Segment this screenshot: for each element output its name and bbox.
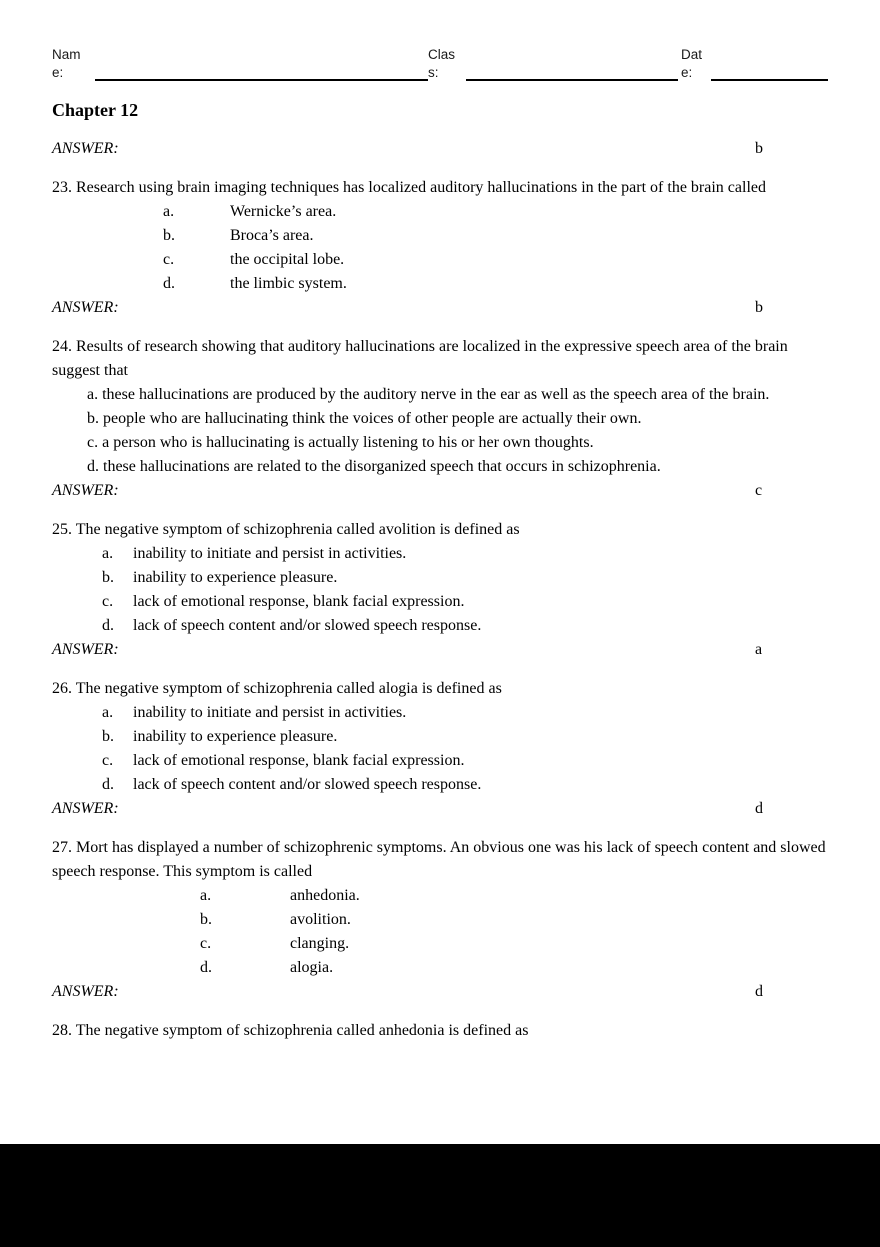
name-blank-line xyxy=(95,79,428,81)
answer-option xyxy=(52,614,828,638)
question-stem: 23. Research using brain imaging techniques has localized auditory hallucinations in the part of the brain called xyxy=(52,179,766,196)
question-block xyxy=(52,335,828,503)
question-number: 26. xyxy=(52,680,72,697)
option-letter: b. xyxy=(87,410,99,427)
answer-letter: b xyxy=(755,140,763,157)
answer-option xyxy=(52,749,828,773)
class-blank-line xyxy=(466,79,678,81)
date-label: Date: xyxy=(681,47,703,80)
option-letter: c. xyxy=(87,434,99,451)
option-text: inability to initiate and persist in activities. xyxy=(133,704,407,721)
option-text: these hallucinations are produced by the auditory nerve in the ear as well as the speech area of the brain. xyxy=(102,386,770,403)
option-letter: b. xyxy=(102,569,114,586)
answer-label: ANSWER: xyxy=(52,140,119,157)
answer-option xyxy=(52,908,828,932)
questions-container xyxy=(52,176,828,1043)
option-letter: a. xyxy=(163,203,175,220)
option-text: clanging. xyxy=(290,935,350,952)
question-block xyxy=(52,677,828,821)
option-text: lack of speech content and/or slowed speech response. xyxy=(133,617,482,634)
answer-option xyxy=(52,725,828,749)
option-letter: a. xyxy=(200,887,212,904)
answer-line xyxy=(52,137,828,161)
options-list xyxy=(52,542,828,638)
date-blank-line xyxy=(711,79,828,81)
option-text: these hallucinations are related to the disorganized speech that occurs in schizophrenia. xyxy=(103,458,661,475)
question-block xyxy=(52,1019,828,1043)
answer-letter: d xyxy=(755,983,763,1000)
question-stem: 28. The negative symptom of schizophrenia called anhedonia is defined as xyxy=(52,1022,529,1039)
question-stem: 24. Results of research showing that auditory hallucinations are localized in the expressive speech area of the brain suggest that xyxy=(52,338,788,379)
answer-option xyxy=(52,566,828,590)
answer-option xyxy=(52,542,828,566)
question-block xyxy=(52,518,828,662)
option-text: avolition. xyxy=(290,911,351,928)
option-letter: a. xyxy=(102,704,114,721)
option-text: inability to experience pleasure. xyxy=(133,728,338,745)
option-letter: c. xyxy=(200,935,212,952)
answer-label: ANSWER: xyxy=(52,482,119,499)
answer-option xyxy=(52,383,828,407)
option-text: lack of emotional response, blank facial expression. xyxy=(133,593,465,610)
answer-line xyxy=(52,296,828,320)
answer-option xyxy=(52,884,828,908)
option-text: Wernicke’s area. xyxy=(230,203,337,220)
option-letter: d. xyxy=(200,959,212,976)
answer-option xyxy=(52,932,828,956)
chapter-title: Chapter 12 xyxy=(52,100,139,120)
answer-option xyxy=(52,248,828,272)
document-header xyxy=(52,46,828,82)
answer-option xyxy=(52,956,828,980)
option-text: a person who is hallucinating is actually listening to his or her own thoughts. xyxy=(102,434,594,451)
option-text: the occipital lobe. xyxy=(230,251,345,268)
class-label: Class: xyxy=(428,47,456,80)
question-number: 24. xyxy=(52,338,72,355)
answer-option xyxy=(52,407,828,431)
option-letter: c. xyxy=(102,593,114,610)
option-text: alogia. xyxy=(290,959,334,976)
answer-line xyxy=(52,638,828,662)
option-letter: b. xyxy=(163,227,175,244)
options-list xyxy=(52,701,828,797)
option-letter: d. xyxy=(102,617,114,634)
name-label: Name: xyxy=(52,47,81,80)
question-block xyxy=(52,176,828,320)
answer-option xyxy=(52,200,828,224)
question-number: 28. xyxy=(52,1022,72,1039)
option-text: anhedonia. xyxy=(290,887,360,904)
option-letter: d. xyxy=(163,275,175,292)
answer-option xyxy=(52,272,828,296)
answer-letter: d xyxy=(755,800,763,817)
option-text: inability to experience pleasure. xyxy=(133,569,338,586)
options-list xyxy=(52,200,828,296)
page-bottom-bar xyxy=(0,1144,880,1247)
option-letter: a. xyxy=(87,386,99,403)
option-letter: a. xyxy=(102,545,114,562)
question-number: 25. xyxy=(52,521,72,538)
answer-option xyxy=(52,590,828,614)
option-text: Broca’s area. xyxy=(230,227,314,244)
question-stem: 27. Mort has displayed a number of schizophrenic symptoms. An obvious one was his lack of speech content and slowed speech response. This symptom is called xyxy=(52,839,826,880)
option-text: the limbic system. xyxy=(230,275,347,292)
answer-option xyxy=(52,431,828,455)
option-letter: b. xyxy=(102,728,114,745)
answer-letter: b xyxy=(755,299,763,316)
answer-label: ANSWER: xyxy=(52,299,119,316)
question-stem: 26. The negative symptom of schizophrenia called alogia is defined as xyxy=(52,680,502,697)
option-letter: d. xyxy=(87,458,99,475)
answer-option xyxy=(52,701,828,725)
option-letter: c. xyxy=(102,752,114,769)
options-list xyxy=(52,383,828,479)
answer-label: ANSWER: xyxy=(52,641,119,658)
answer-option xyxy=(52,455,828,479)
answer-line xyxy=(52,980,828,1004)
answer-option xyxy=(52,224,828,248)
options-list xyxy=(52,884,828,980)
option-letter: c. xyxy=(163,251,175,268)
answer-line xyxy=(52,797,828,821)
option-text: lack of speech content and/or slowed speech response. xyxy=(133,776,482,793)
option-text: people who are hallucinating think the voices of other people are actually their own. xyxy=(103,410,642,427)
option-letter: d. xyxy=(102,776,114,793)
answer-line xyxy=(52,479,828,503)
option-letter: b. xyxy=(200,911,212,928)
answer-option xyxy=(52,773,828,797)
option-text: inability to initiate and persist in activities. xyxy=(133,545,407,562)
question-block xyxy=(52,836,828,1004)
question-stem: 25. The negative symptom of schizophrenia called avolition is defined as xyxy=(52,521,520,538)
question-number: 27. xyxy=(52,839,72,856)
answer-letter: a xyxy=(755,641,763,658)
answer-label: ANSWER: xyxy=(52,983,119,1000)
page-content xyxy=(0,46,880,1043)
answer-letter: c xyxy=(755,482,763,499)
answer-label: ANSWER: xyxy=(52,800,119,817)
option-text: lack of emotional response, blank facial expression. xyxy=(133,752,465,769)
question-number: 23. xyxy=(52,179,72,196)
